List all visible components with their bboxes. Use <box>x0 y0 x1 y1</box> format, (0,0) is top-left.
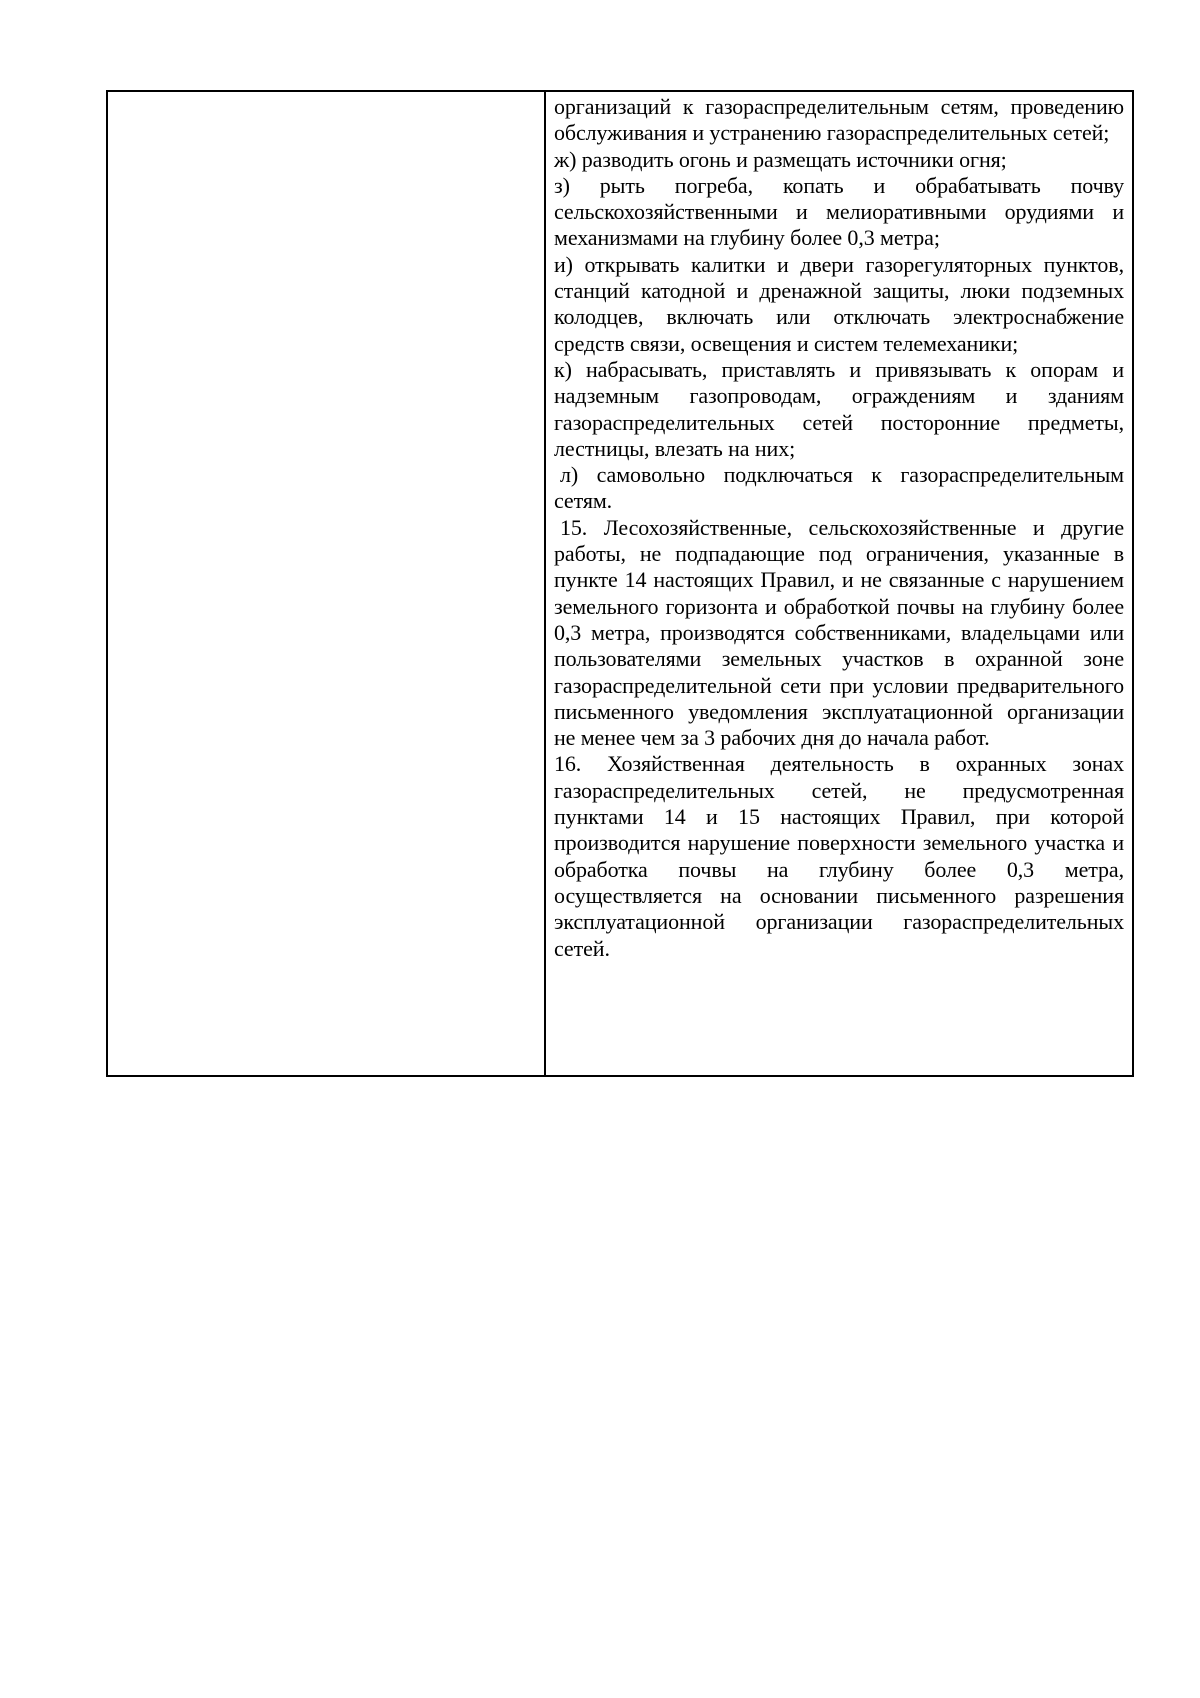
paragraph-item-z: з) рыть погреба, копать и обрабатывать почву сельскохозяйственными и мелиоративными орудиями и механизмами на глубину более 0,3 метра; <box>554 172 1124 251</box>
paragraph-item-i: и) открывать калитки и двери газорегуляторных пунктов, станций катодной и дренажной защиты, люки подземных колодцев, включать или отключать электроснабжение средств связи, освещения и систем телемеханики; <box>554 251 1124 356</box>
table-cell-right <box>546 92 1132 1075</box>
regulation-table <box>106 90 1134 1077</box>
paragraph-item-k: к) набрасывать, приставлять и привязывать к опорам и надземным газопроводам, ограждениям и зданиям газораспределительных сетей посторонние предметы, лестницы, влезать на них; <box>554 356 1124 461</box>
paragraph-item-zh: ж) разводить огонь и размещать источники огня; <box>554 146 1007 172</box>
paragraph-organizations-continuation: организаций к газораспределительным сетям, проведению обслуживания и устранению газораспределительных сетей; <box>554 94 1124 146</box>
table-cell-left <box>108 92 546 1075</box>
paragraph-clause-15: 15. Лесохозяйственные, сельскохозяйственные и другие работы, не подпадающие под ограничения, указанные в пункте 14 настоящих Правил, и не связанные с нарушением земельного горизонта и обработкой почвы на глубину более 0,3 метра, производятся собственниками, владельцами или пользователями земельных участков в охранной зоне газораспределительной сети при условии предварительного письменного уведомления эксплуатационной организации не менее чем за 3 рабочих дня до начала работ. <box>554 514 1124 751</box>
paragraph-item-l: л) самовольно подключаться к газораспределительным сетям. <box>554 462 1124 514</box>
paragraph-clause-16: 16. Хозяйственная деятельность в охранных зонах газораспределительных сетей, не предусмотренная пунктами 14 и 15 настоящих Правил, при которой производится нарушение поверхности земельного участка и обработка почвы на глубину более 0,3 метра, осуществляется на основании письменного разрешения эксплуатационной организации газораспределительных сетей. <box>554 751 1124 961</box>
